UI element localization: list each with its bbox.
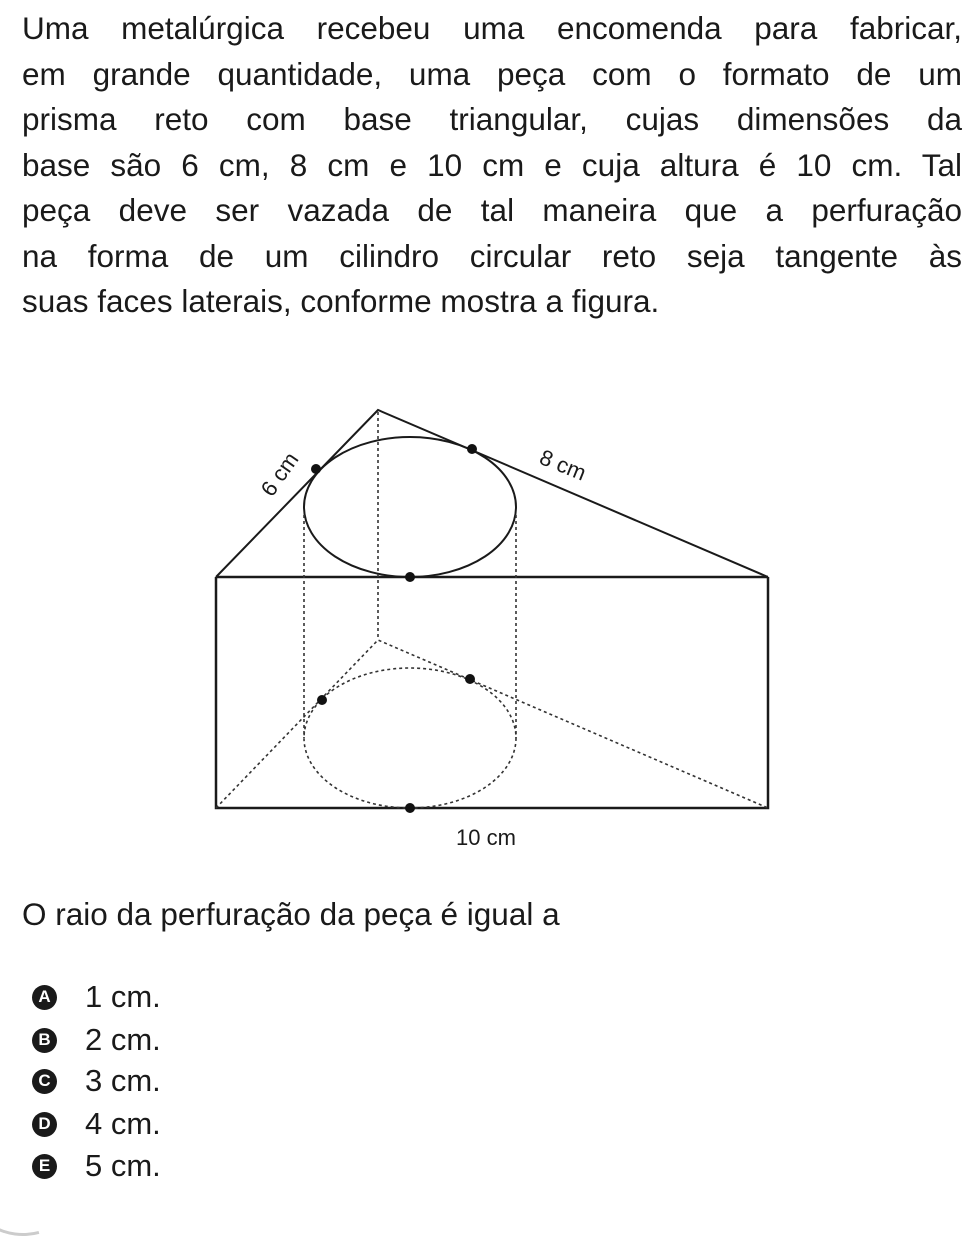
- statement-line: prisma reto com base triangular, cujas dimensões da: [22, 101, 962, 137]
- statement-line: Uma metalúrgica recebeu uma encomenda para fabricar,: [22, 10, 962, 46]
- statement-line: em grande quantidade, uma peça com o formato de um: [22, 55, 962, 92]
- bottom-triangle: [216, 640, 768, 808]
- statement-line: suas faces laterais, conforme mostra a figura.: [22, 283, 660, 319]
- statement-line: base são 6 cm, 8 cm e 10 cm e cuja altura é 10 cm. Tal: [22, 146, 962, 183]
- option-letter-icon: A: [32, 985, 57, 1010]
- option-letter-icon: D: [32, 1112, 57, 1137]
- top-circle: [304, 437, 516, 577]
- option-text: 5 cm.: [85, 1148, 161, 1183]
- option-text: 2 cm.: [85, 1022, 161, 1057]
- option-a[interactable]: [32, 977, 161, 1017]
- option-letter-icon: E: [32, 1154, 57, 1179]
- tangent-points: [311, 444, 477, 813]
- bottom-circle: [304, 668, 516, 808]
- prism-sides: [216, 577, 768, 808]
- option-text: 1 cm.: [85, 979, 161, 1014]
- option-text: 4 cm.: [85, 1106, 161, 1141]
- label-6cm: 6 cm: [255, 447, 304, 501]
- option-c[interactable]: [32, 1061, 161, 1101]
- option-letter-icon: C: [32, 1069, 57, 1094]
- label-8cm: 8 cm: [536, 444, 590, 486]
- statement-line: na forma de um cilindro circular reto seja tangente às: [22, 237, 962, 274]
- question-text: O raio da perfuração da peça é igual a: [22, 896, 560, 932]
- statement-line: peça deve ser vazada de tal maneira que a perfuração: [22, 192, 962, 228]
- label-10cm: 10 cm: [456, 825, 516, 850]
- option-letter-icon: B: [32, 1028, 57, 1053]
- option-b[interactable]: [32, 1020, 161, 1060]
- option-text: 3 cm.: [85, 1063, 161, 1098]
